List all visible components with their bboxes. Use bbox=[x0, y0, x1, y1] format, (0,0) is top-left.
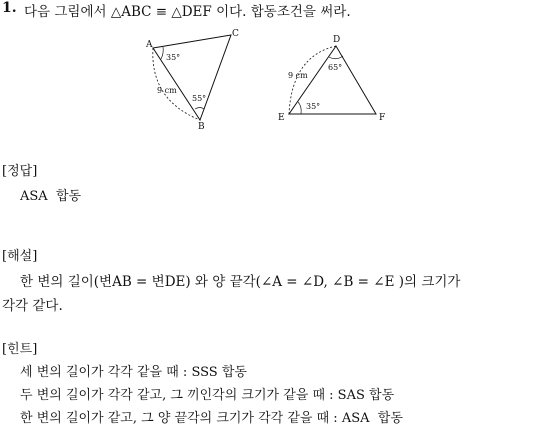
answer-label: [정답] bbox=[2, 164, 38, 179]
angle-d-label: 65° bbox=[328, 63, 343, 72]
triangle-figures bbox=[0, 0, 534, 140]
question-text: 다음 그림에서 △ABC ≡ △DEF 이다. 합동조건을 써라. bbox=[24, 4, 351, 20]
vertex-label-a: A bbox=[146, 40, 153, 50]
hint-line-2: 두 변의 길이가 각각 같고, 그 끼인각의 크기가 같을 때 : SAS 합동 bbox=[20, 388, 395, 403]
explanation-line-1: 한 변의 길이(변AB = 변DE) 와 양 끝각(∠A = ∠D, ∠B = ∠E )의 크기가 bbox=[20, 274, 461, 290]
vertex-label-c: C bbox=[232, 29, 239, 39]
explanation-line-2: 각각 같다. bbox=[2, 298, 63, 314]
angle-a-label: 35° bbox=[166, 53, 181, 62]
vertex-label-f: F bbox=[379, 113, 386, 123]
vertex-label-e: E bbox=[278, 113, 285, 123]
hint-line-1: 세 변의 길이가 각각 같을 때 : SSS 합동 bbox=[20, 365, 247, 380]
answer-text: ASA 합동 bbox=[20, 189, 82, 204]
explanation-label: [해설] bbox=[2, 249, 38, 264]
vertex-label-b: B bbox=[198, 122, 205, 132]
vertex-label-d: D bbox=[333, 35, 341, 45]
hint-line-3: 한 변의 길이가 같고, 그 양 끝각의 크기가 각각 같을 때 : ASA 합동 bbox=[20, 411, 403, 426]
side-de-label: 9 cm bbox=[288, 71, 308, 80]
hint-label: [힌트] bbox=[2, 342, 38, 357]
triangle-def bbox=[278, 35, 385, 123]
side-ab-label: 9 cm bbox=[157, 86, 177, 95]
question-number: 1. bbox=[2, 0, 17, 16]
triangle-abc bbox=[145, 29, 239, 132]
angle-b-label: 55° bbox=[192, 94, 207, 103]
angle-e-label: 35° bbox=[306, 102, 321, 111]
